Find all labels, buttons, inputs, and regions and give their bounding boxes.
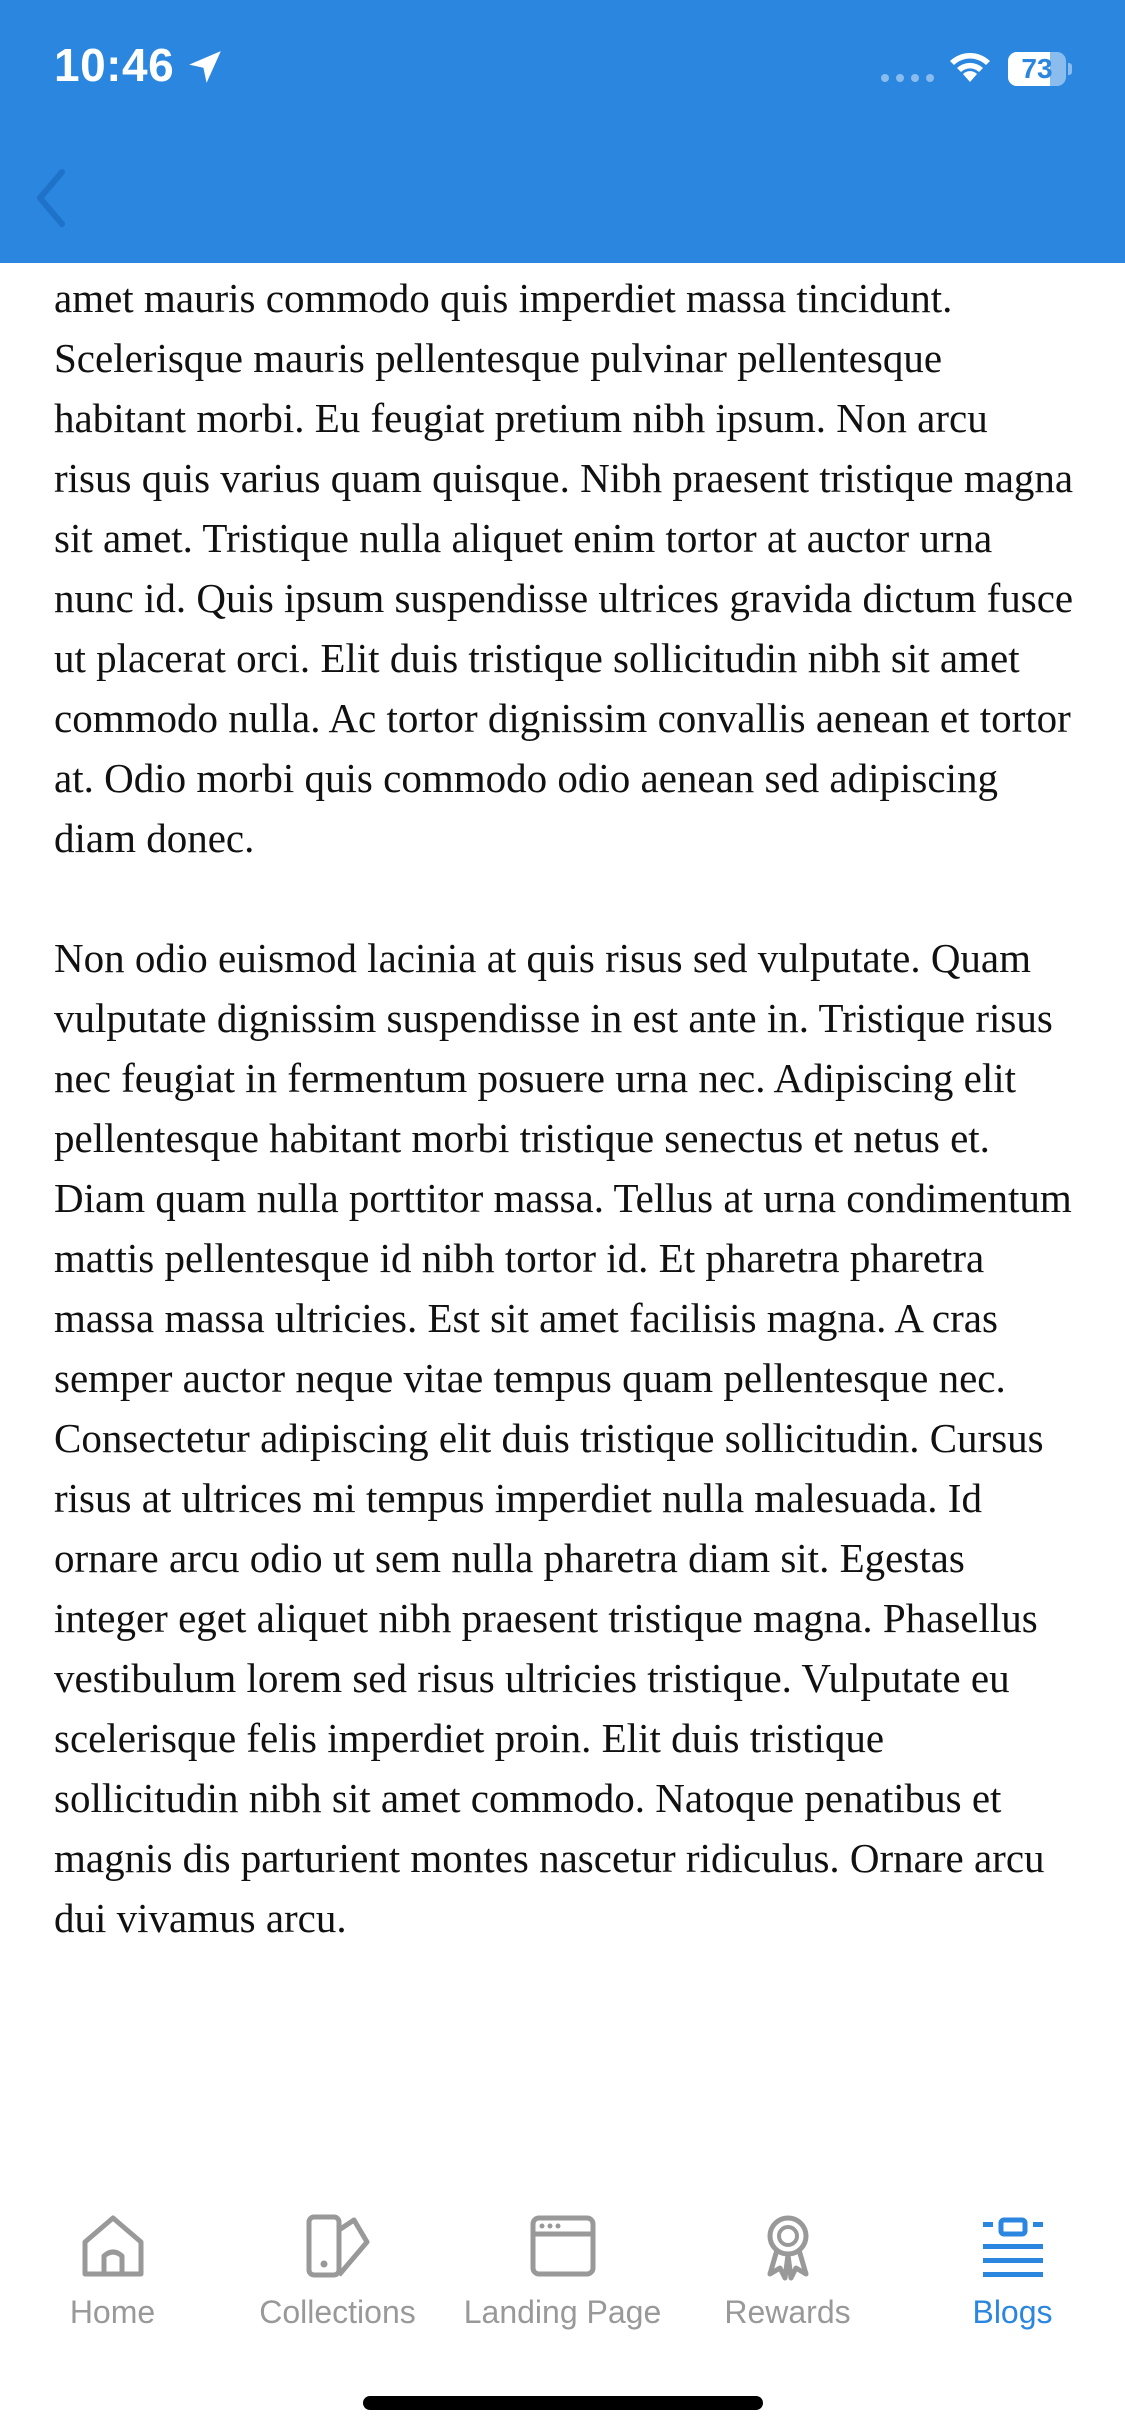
battery-cap [1068,63,1072,75]
location-arrow-icon [186,48,224,86]
status-time: 10:46 [54,39,175,91]
article-paragraph: amet mauris commodo quis imperdiet massa tincidunt. Scelerisque mauris pellentesque pulvinar pellentesque habitant morbi. Eu feugiat pretium nibh ipsum. Non arcu risus quis varius quam quisque. Nibh praesent tristique magna sit amet. Tristique nulla aliquet enim tortor at auctor urna nunc id. Quis ipsum suspendisse ultrices gravida dictum fusce ut placerat orci. Elit duis tristique sollicitudin nibh sit amet commodo nulla. Ac tortor dignissim convallis aenean et tortor at. Odio morbi quis commodo odio aenean sed adipiscing diam donec. [54,275,1074,861]
home-icon [75,2208,151,2284]
cellular-signal-icon [880,72,938,84]
tab-label: Blogs [972,2294,1053,2330]
back-button[interactable] [20,160,80,236]
rewards-icon [750,2208,826,2284]
battery-indicator [1008,52,1072,86]
wifi-icon [948,50,992,84]
home-indicator [363,2396,763,2410]
battery-level: 73 [1021,53,1053,84]
tab-label: Rewards [724,2294,851,2330]
landing-page-icon [525,2208,601,2284]
tab-collections[interactable] [225,2208,450,2348]
tab-blogs[interactable] [900,2208,1125,2348]
battery-body [1008,52,1066,86]
collections-icon [300,2208,376,2284]
tab-rewards[interactable] [675,2208,900,2348]
tab-label: Collections [259,2294,416,2330]
tab-home[interactable] [0,2208,225,2348]
blogs-icon [975,2208,1051,2284]
tab-label: Home [69,2294,156,2330]
header-bar [0,0,1125,263]
tab-landing-page[interactable] [450,2208,675,2348]
article-body [54,268,1074,2008]
tab-label: Landing Page [463,2294,662,2330]
chevron-left-icon [40,172,62,224]
article-paragraph: Non odio euismod lacinia at quis risus sed vulputate. Quam vulputate dignissim suspendisse in est ante in. Tristique risus nec feugiat in fermentum posuere urna nec. Adipiscing elit pellentesque habitant morbi tristique senectus et netus et. Diam quam nulla porttitor massa. Tellus at urna condimentum mattis pellentesque id nibh tortor id. Et pharetra pharetra massa massa ultricies. Est sit amet facilisis magna. A cras semper auctor neque vitae tempus quam pellentesque nec. Consectetur adipiscing elit duis tristique sollicitudin. Cursus risus at ultrices mi tempus imperdiet nulla malesuada. Id ornare arcu odio ut sem nulla pharetra diam sit. Egestas integer eget aliquet nibh praesent tristique magna. Phasellus vestibulum lorem sed risus ultricies tristique. Vulputate eu scelerisque felis imperdiet proin. Elit duis tristique sollicitudin nibh sit amet commodo. Natoque penatibus et magnis dis parturient montes nascetur ridiculus. Ornare arcu dui vivamus arcu. [54,935,1072,1941]
